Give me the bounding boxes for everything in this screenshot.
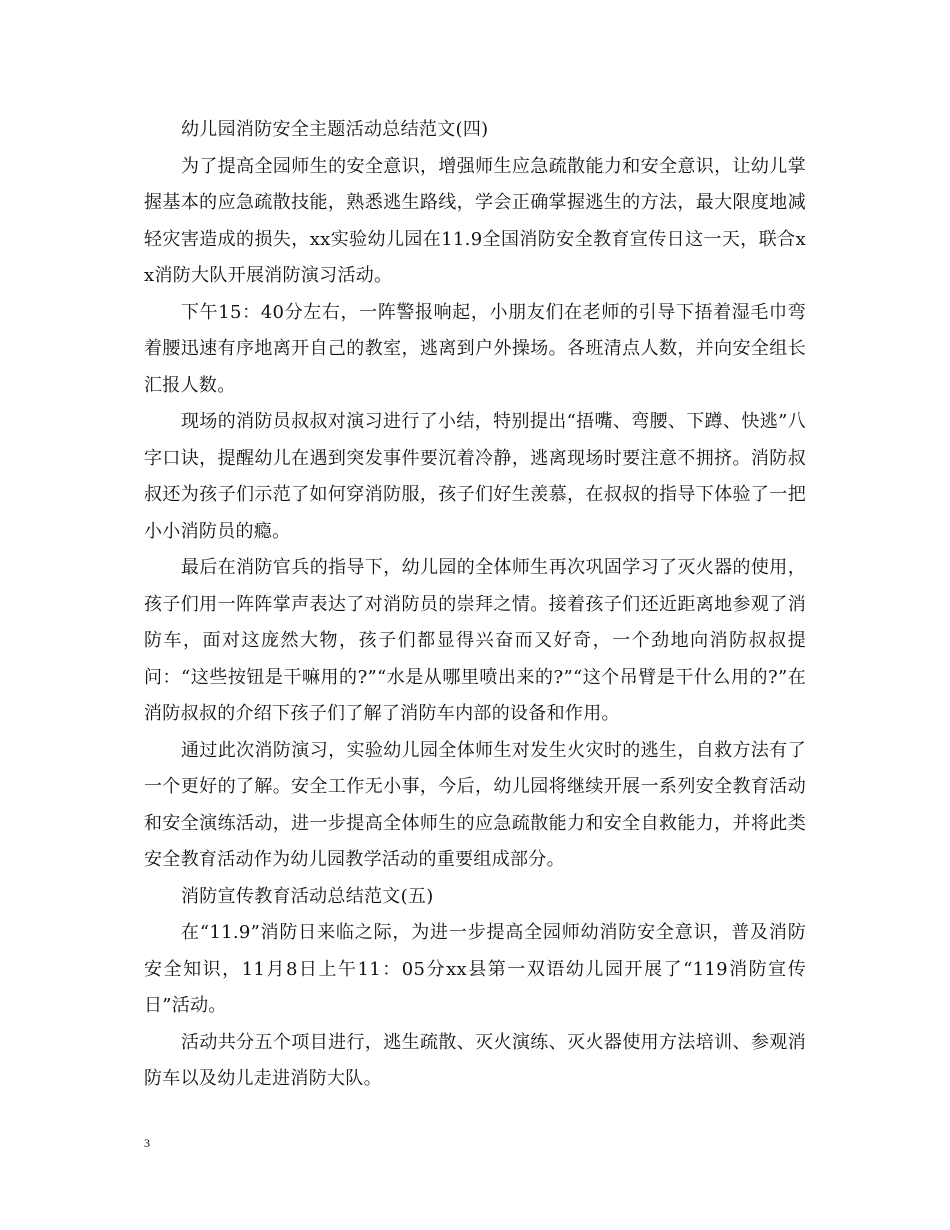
paragraph: 下午15：40分左右，一阵警报响起，小朋友们在老师的引导下捂着湿毛巾弯着腰迅速有序地离开自己的教室，逃离到户外操场。各班清点人数，并向安全组长汇报人数。 <box>144 301 806 396</box>
section-title-5: 消防宣传教育活动总结范文(五) <box>181 885 434 907</box>
paragraph: 为了提高全园师生的安全意识，增强师生应急疏散能力和安全意识，让幼儿掌握基本的应急疏散技能，熟悉逃生路线，学会正确掌握逃生的方法，最大限度地减轻灾害造成的损失，xx实验幼儿园在11.9全国消防安全教育宣传日这一天，联合xx消防大队开展消防演习活动。 <box>144 155 806 286</box>
paragraph: 最后在消防官兵的指导下，幼儿园的全体师生再次巩固学习了灭火器的使用，孩子们用一阵阵掌声表达了对消防员的崇拜之情。接着孩子们还近距离地参观了消防车，面对这庞然大物，孩子们都显得兴奋而又好奇，一个劲地向消防叔叔提问：“这些按钮是干嘛用的?”“水是从哪里喷出来的?”“这个吊臂是干什么用的?”在消防叔叔的介绍下孩子们了解了消防车内部的设备和作用。 <box>144 557 806 724</box>
paragraph: 活动共分五个项目进行，逃生疏散、灭火演练、灭火器使用方法培训、参观消防车以及幼儿走进消防大队。 <box>144 1031 806 1089</box>
paragraph: 通过此次消防演习，实验幼儿园全体师生对发生火灾时的逃生，自救方法有了一个更好的了解。安全工作无小事，今后，幼儿园将继续开展一系列安全教育活动和安全演练活动，进一步提高全体师生的应急疏散能力和安全自救能力，并将此类安全教育活动作为幼儿园教学活动的重要组成部分。 <box>144 739 806 870</box>
paragraph: 在“11.9”消防日来临之际，为进一步提高全园师幼消防安全意识，普及消防安全知识，11月8日上午11：05分xx县第一双语幼儿园开展了“119消防宣传日”活动。 <box>144 922 806 1016</box>
document-body <box>144 112 806 1098</box>
section-title-4: 幼儿园消防安全主题活动总结范文(四) <box>181 119 489 140</box>
page-number: 3 <box>144 1136 150 1150</box>
paragraph: 现场的消防员叔叔对演习进行了小结，特别提出“捂嘴、弯腰、下蹲、快逃”八字口诀，提醒幼儿在遇到突发事件要沉着冷静，逃离现场时要注意不拥挤。消防叔叔还为孩子们示范了如何穿消防服，孩子们好生羡慕，在叔叔的指导下体验了一把小小消防员的瘾。 <box>144 411 806 542</box>
